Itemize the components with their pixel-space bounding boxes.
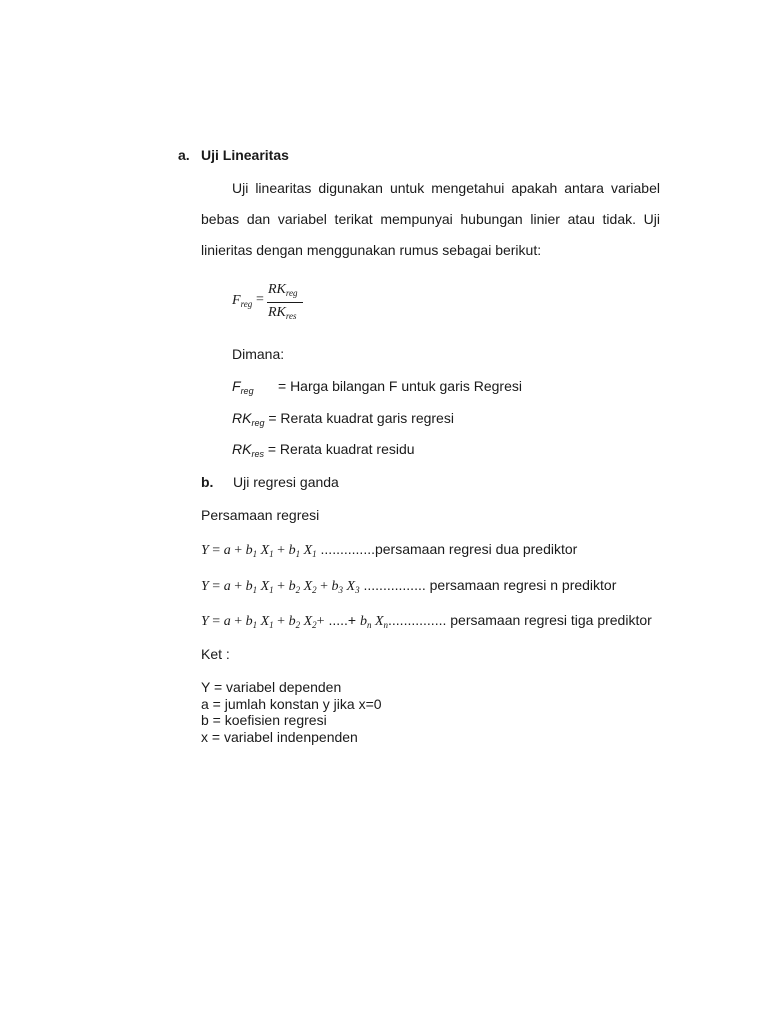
equation-1-math: $Y = a + b_1$ $X_1 + b_1$ $X_1$: [201, 543, 317, 559]
formula-denominator: $RK_{res}$: [268, 305, 297, 321]
equation-3-math-tail: $b_n$ $X_n$: [359, 614, 389, 630]
ket-label: Ket :: [201, 646, 230, 662]
def-rkreg-text: = Rerata kuadrat garis regresi: [268, 410, 454, 426]
ket-item: Y = variabel dependen: [201, 679, 342, 695]
equation-3: [201, 613, 652, 630]
equation-2-math: $Y = a + b_1$ $X_1 + b_2$ $X_2 + b_3$ $X_3$: [201, 579, 360, 595]
equation-1-desc: ..............persamaan regresi dua prediktor: [320, 541, 578, 557]
def-rkres: $RK_{res}$ = Rerata kuadrat residu: [232, 441, 415, 459]
fraction-bar: [267, 302, 303, 303]
section-b-title: Uji regresi ganda: [233, 474, 339, 490]
def-rkreg: $RK_{reg}$ = Rerata kuadrat garis regresi: [232, 410, 454, 428]
equation-3-desc: ............... persamaan regresi tiga prediktor: [388, 612, 652, 628]
ket-list: [201, 679, 382, 745]
section-b-marker: b.: [201, 474, 214, 490]
ket-item: x = variabel indenpenden: [201, 728, 358, 745]
formula-lhs: $F_{reg}$: [232, 293, 253, 309]
ket-item: b = koefisien regresi: [201, 712, 327, 728]
equation-3-math: $Y = a + b_1$ $X_1 + b_2$ $X_2+$: [201, 614, 325, 630]
section-a-paragraph: Uji linearitas digunakan untuk mengetahui apakah antara variabel bebas dan variabel terikat mempunyai hubungan linier atau tidak. Uji linieritas dengan menggunakan rumus sebagai berikut:: [201, 180, 660, 258]
ket-item: a = jumlah konstan y jika x=0: [201, 695, 382, 712]
formula-equals: =: [256, 292, 264, 307]
def-rkres-text: = Rerata kuadrat residu: [267, 441, 415, 457]
dimana-label: Dimana:: [232, 346, 285, 362]
def-freg-text: = Harga bilangan F untuk garis Regresi: [278, 378, 522, 394]
equation-2: [201, 578, 616, 595]
section-a-title: Uji Linearitas: [201, 147, 289, 163]
section-a-marker: a.: [178, 147, 190, 163]
equation-2-desc: ................ persamaan regresi n prediktor: [363, 577, 617, 593]
equation-1: [201, 542, 577, 559]
formula-numerator: $RK_{reg}$: [268, 282, 298, 298]
equation-3-mid: .....+: [328, 612, 360, 628]
persamaan-label: Persamaan regresi: [201, 507, 320, 523]
def-freg: $F_{reg}$: [232, 378, 254, 396]
